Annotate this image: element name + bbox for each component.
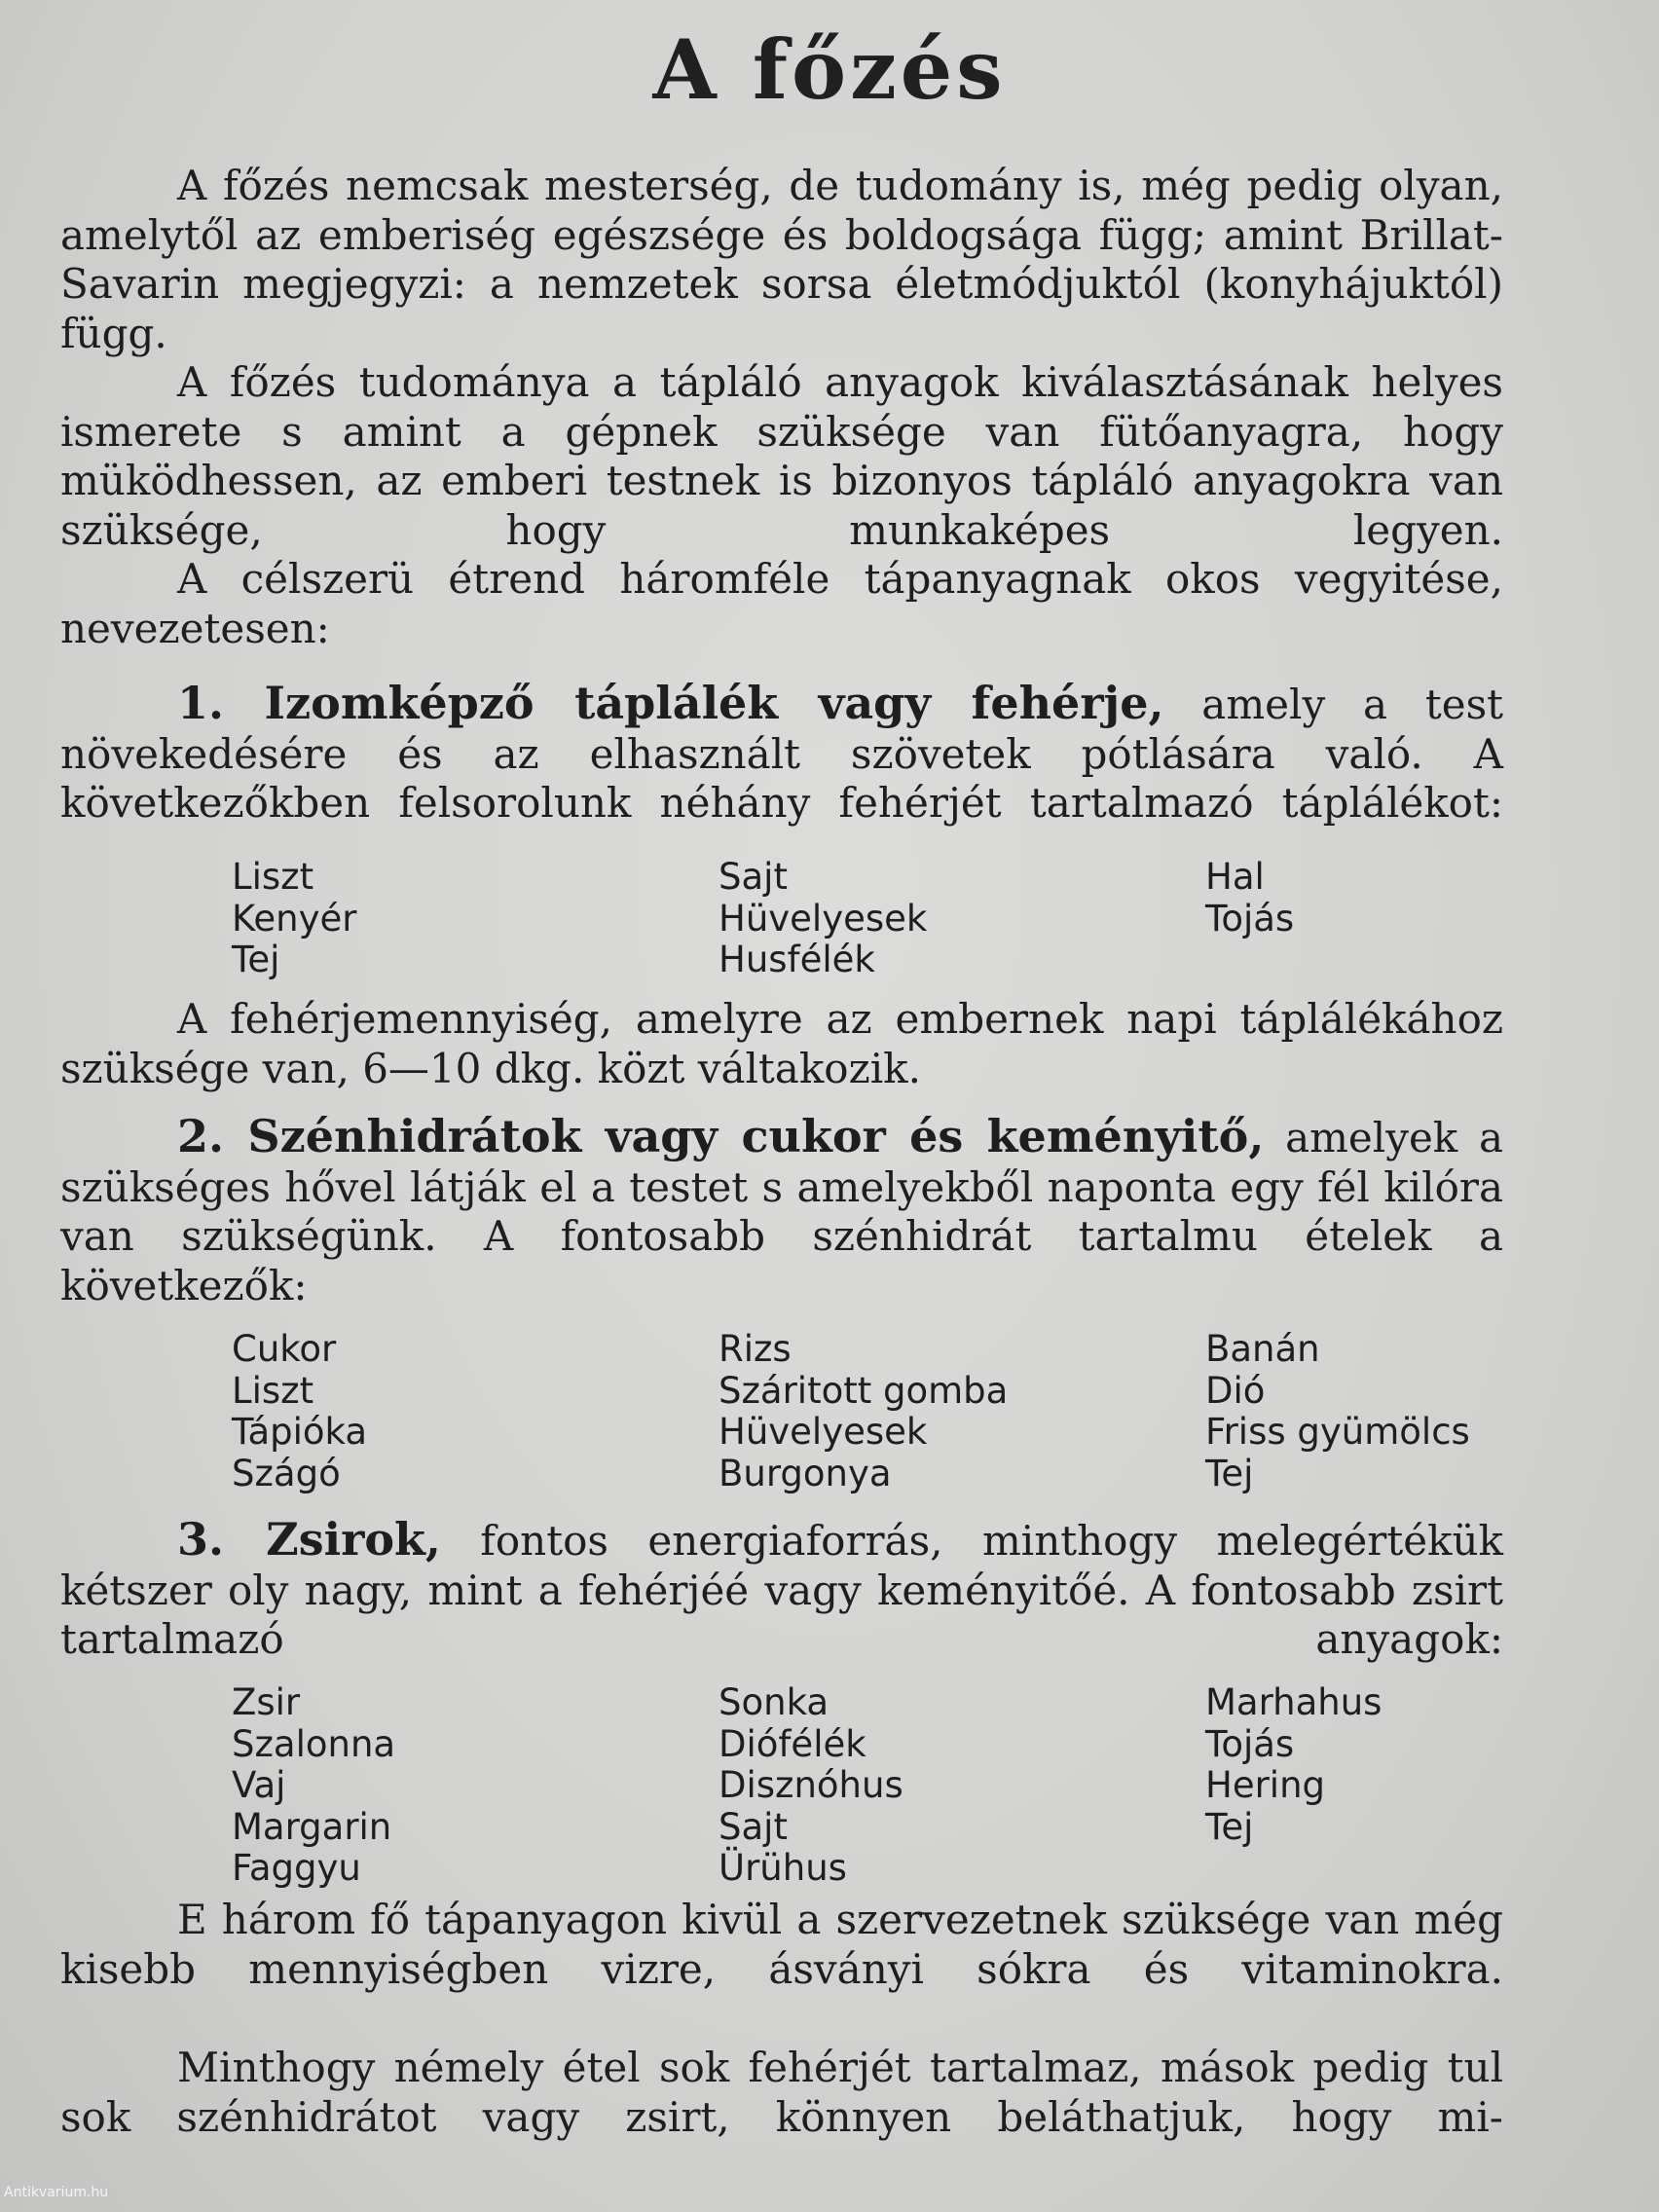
- section-carbs-heading: 2. Szénhidrátok vagy cukor és keményitő,: [177, 1110, 1265, 1162]
- list-item: Vaj: [232, 1764, 286, 1806]
- section-fats: [60, 1515, 1503, 1665]
- list-column: [1205, 1329, 1470, 1494]
- section-protein: [60, 679, 1503, 829]
- list-item: Banán: [1205, 1328, 1320, 1370]
- list-item: Dió: [1205, 1369, 1266, 1412]
- list-item: Margarin: [232, 1805, 392, 1848]
- list-column: [232, 1329, 367, 1494]
- page-title: A főzés: [652, 21, 1007, 118]
- list-item: Diófélék: [719, 1722, 866, 1765]
- list-item: Sonka: [719, 1681, 830, 1723]
- list-item: Tej: [1205, 1805, 1254, 1848]
- watermark: Antikvarium.hu: [4, 2185, 109, 2200]
- list-item: Liszt: [232, 856, 314, 898]
- list-item: Száritott gomba: [719, 1369, 1009, 1412]
- list-item: Cukor: [232, 1328, 337, 1370]
- list-column: [232, 857, 357, 981]
- list-column: [1205, 857, 1294, 940]
- list-item: Zsir: [232, 1681, 301, 1723]
- list-item: Faggyu: [232, 1847, 361, 1889]
- section-protein-text: amely a test növekedésére és az elhasznált szövetek pótlására való. A következőkben felsorolunk néhány fehérjét tartalmazó táplálékot:: [60, 681, 1503, 827]
- list-item: Liszt: [232, 1369, 314, 1412]
- list-column: [719, 1682, 903, 1890]
- list-column: [719, 857, 927, 981]
- list-item: Hüvelyesek: [719, 897, 928, 940]
- list-column: [719, 1329, 1008, 1494]
- list-item: Tej: [232, 939, 280, 980]
- list-item: Tápióka: [232, 1411, 368, 1453]
- paragraph-science: A főzés tudománya a tápláló anyagok kiválasztásának helyes ismerete s amint a gépnek szüksége van fütőanyagra, hogy müködhessen, az emberi testnek is bizonyos tápláló anyagokra van szüksége, hogy munkaképes legyen.: [60, 358, 1503, 554]
- list-item: Friss gyümölcs: [1205, 1411, 1470, 1453]
- list-item: Tej: [1205, 1452, 1254, 1494]
- section-fats-heading: 3. Zsirok,: [177, 1513, 441, 1566]
- section-fats-text: fontos energiaforrás, minthogy melegértékük kétszer oly nagy, mint a fehérjéé vagy keményitőé. A fontosabb zsirt tartalmazó anyagok:: [60, 1517, 1503, 1663]
- list-item: Disznóhus: [719, 1764, 903, 1806]
- paragraph-closing: Minthogy némely étel sok fehérjét tartalmaz, mások pedig tul sok szénhidrátot vagy zsirt, könnyen beláthatjuk, hogy mi-: [60, 2044, 1503, 2141]
- paragraph-other-nutrients: E három fő tápanyagon kivül a szervezetnek szüksége van még kisebb mennyiségben vizre, ásványi sókra és vitaminokra.: [60, 1896, 1503, 1993]
- list-item: Kenyér: [232, 897, 357, 940]
- list-item: Hal: [1205, 856, 1265, 898]
- list-item: Burgonya: [719, 1452, 892, 1494]
- section-carbs-text: amelyek a szükséges hővel látják el a testet s amelyekből naponta egy fél kilóra van szükségünk. A fontosabb szénhidrát tartalmu ételek a következők:: [60, 1114, 1503, 1309]
- list-item: Ürühus: [719, 1847, 847, 1889]
- list-item: Hüvelyesek: [719, 1411, 928, 1453]
- paragraph-protein-amount: A fehérjemennyiség, amelyre az embernek napi táplálékához szüksége van, 6—10 dkg. közt váltakozik.: [60, 995, 1503, 1092]
- section-protein-heading: 1. Izomképző táplálék vagy fehérje,: [177, 677, 1164, 729]
- list-item: Tojás: [1205, 1722, 1295, 1765]
- list-column: [1205, 1682, 1382, 1848]
- list-item: Sajt: [719, 1805, 788, 1848]
- list-item: Husfélék: [719, 939, 875, 980]
- section-carbs: [60, 1112, 1503, 1310]
- list-item: Hering: [1205, 1764, 1326, 1806]
- list-item: Tojás: [1205, 897, 1295, 940]
- list-item: Szalonna: [232, 1722, 396, 1765]
- paragraph-diet: A célszerü étrend háromféle tápanyagnak okos vegyitése, nevezetesen:: [60, 555, 1503, 652]
- paragraph-intro: A főzés nemcsak mesterség, de tudomány is, még pedig olyan, amelytől az emberiség egészsége és boldogsága függ; amint Brillat-Savarin megjegyzi: a nemzetek sorsa életmódjuktól (konyhájuktól) függ.: [60, 162, 1503, 357]
- list-column: [232, 1682, 395, 1890]
- list-item: Marhahus: [1205, 1681, 1382, 1723]
- list-item: Rizs: [719, 1328, 792, 1370]
- list-item: Sajt: [719, 856, 788, 898]
- list-item: Szágó: [232, 1452, 341, 1494]
